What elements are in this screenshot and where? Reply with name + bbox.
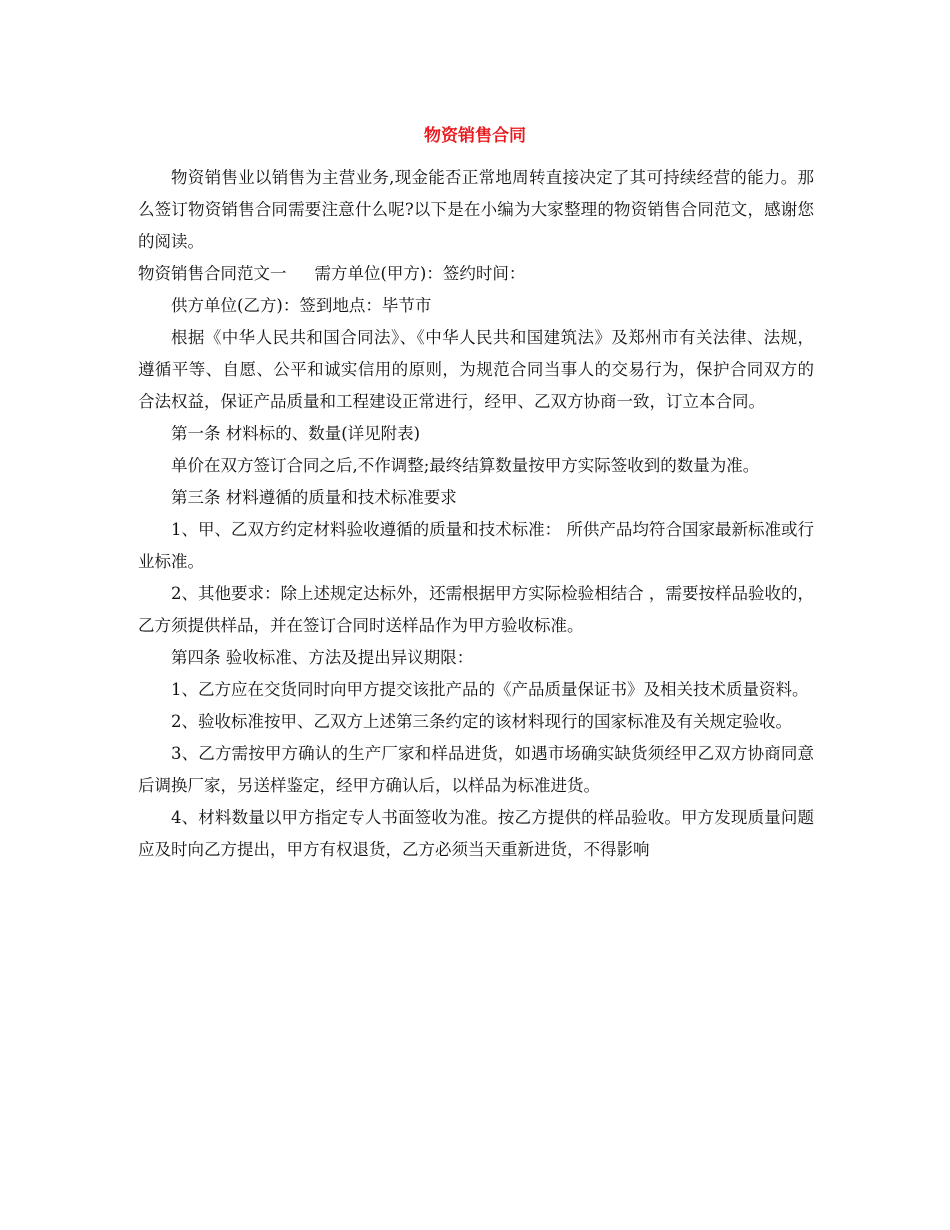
contract-header-line bbox=[138, 258, 814, 290]
article-3-item-2: 2、其他要求：除上述规定达标外，还需根据甲方实际检验相结合 ，需要按样品验收的，乙方须提供样品，并在签订合同时送样品作为甲方验收标准。 bbox=[138, 584, 814, 635]
buyer-unit-label: 需方单位(甲方)：签约时间： bbox=[314, 264, 526, 283]
article-4-item-2: 2、验收标准按甲、乙双方上述第三条约定的该材料现行的国家标准及有关规定验收。 bbox=[171, 712, 792, 731]
article-3-heading: 第三条 材料遵循的质量和技术标准要求 bbox=[171, 488, 457, 507]
intro-paragraph: 物资销售业以销售为主营业务,现金能否正常地周转直接决定了其可持续经营的能力。那么签订物资销售合同需要注意什么呢?以下是在小编为大家整理的物资销售合同范文，感谢您的阅读。 bbox=[138, 168, 814, 251]
document-title: 物资销售合同 bbox=[424, 126, 526, 146]
sample-label: 物资销售合同范文一 bbox=[138, 264, 287, 283]
article-4-item-4: 4、材料数量以甲方指定专人书面签收为准。按乙方提供的样品验收。甲方发现质量问题应及时向乙方提出，甲方有权退货，乙方必须当天重新进货，不得影响 bbox=[138, 808, 814, 859]
article-3-item-1: 1、甲、乙双方约定材料验收遵循的质量和技术标准： 所供产品均符合国家最新标准或行业标准。 bbox=[138, 520, 814, 571]
article-1-text: 单价在双方签订合同之后,不作调整;最终结算数量按甲方实际签收到的数量为准。 bbox=[171, 456, 760, 475]
document-body bbox=[138, 162, 814, 866]
article-4-item-3: 3、乙方需按甲方确认的生产厂家和样品进货，如遇市场确实缺货须经甲乙双方协商同意后调换厂家，另送样鉴定，经甲方确认后，以样品为标准进货。 bbox=[138, 744, 814, 795]
supplier-line: 供方单位(乙方)：签到地点：毕节市 bbox=[171, 296, 432, 315]
article-4-heading: 第四条 验收标准、方法及提出异议期限： bbox=[171, 648, 474, 667]
article-4-item-1: 1、乙方应在交货同时向甲方提交该批产品的《产品质量保证书》及相关技术质量资料。 bbox=[171, 680, 809, 699]
basis-paragraph: 根据《中华人民共和国合同法》、《中华人民共和国建筑法》及郑州市有关法律、法规，遵循平等、自愿、公平和诚实信用的原则，为规范合同当事人的交易行为，保护合同双方的合法权益，保证产品质量和工程建设正常进行，经甲、乙双方协商一致，订立本合同。 bbox=[138, 328, 814, 411]
article-1-heading: 第一条 材料标的、数量(详见附表) bbox=[171, 424, 421, 443]
